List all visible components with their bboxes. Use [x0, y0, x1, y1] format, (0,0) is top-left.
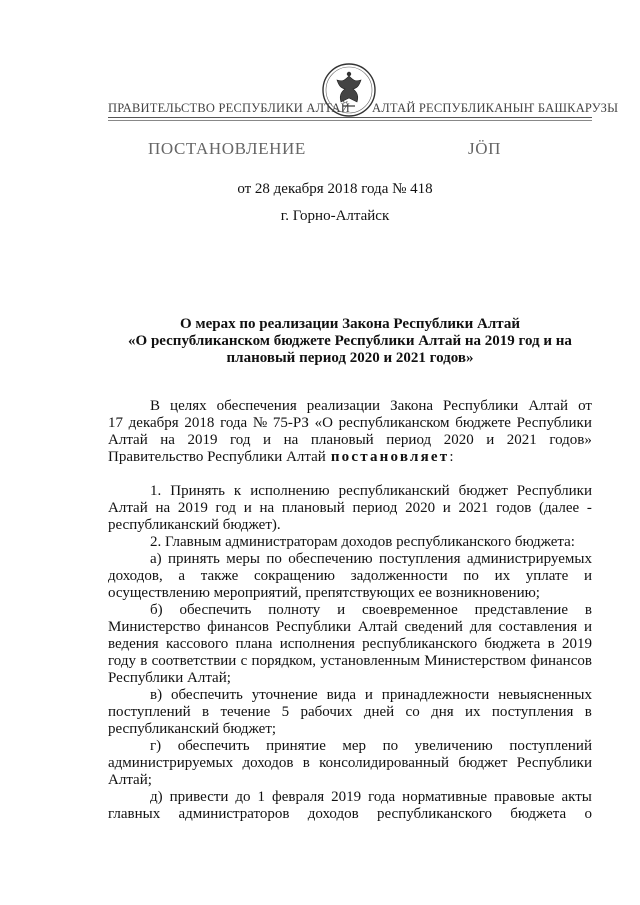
text-line: В целях обеспечения реализации Закона Республики Алтай от [150, 398, 592, 414]
text-line: республиканский бюджет). [108, 517, 281, 533]
document-city: г. Горно-Алтайск [280, 208, 390, 224]
text-line: 2. Главным администраторам доходов республиканского бюджета: [150, 534, 575, 550]
text-line: Алтай; [108, 772, 152, 788]
text-line: 17 декабря 2018 года № 75-РЗ «О республиканском бюджете Республики [108, 415, 592, 431]
main-body [108, 483, 592, 823]
doc-type-alt: ЈÖП [468, 139, 501, 158]
text-line: б) обеспечить полноту и своевременное представление в [150, 602, 592, 618]
text-line: г) обеспечить принятие мер по увеличению поступлений [150, 738, 592, 754]
text-line: осуществлению мероприятий, препятствующих ее возникновению; [108, 585, 540, 601]
text-line: а) принять меры по обеспечению поступления администрируемых [150, 551, 592, 567]
text-line: Республики Алтай; [108, 670, 231, 686]
decree-word: постановляет [330, 449, 450, 465]
header-divider [108, 117, 592, 118]
text-line: Алтай на 2019 год и на плановый период 2020 и 2021 годов» [108, 432, 592, 448]
document-title [108, 316, 592, 367]
text-line: в) обеспечить уточнение вида и принадлежности невыясненных [150, 687, 592, 703]
text-line: Алтай на 2019 год и на плановый период 2020 и 2021 годов (далее - [108, 500, 592, 516]
preamble [108, 398, 592, 466]
document-date-number: от 28 декабря 2018 года № 418 [237, 181, 433, 197]
text-line: республиканский бюджет; [108, 721, 277, 737]
title-line: «О республиканском бюджете Республики Алтай на 2019 год и на [128, 333, 572, 349]
decree-subject: Правительство Республики Алтай [108, 449, 326, 465]
header-divider-thin [108, 120, 592, 121]
government-name-alt: АЛТАЙ РЕСПУБЛИКАНЫҤ БАШКАРУЗЫ [372, 101, 619, 115]
text-line: д) привести до 1 февраля 2019 года нормативные правовые акты [150, 789, 592, 805]
text-line: 1. Принять к исполнению республиканский бюджет Республики [150, 483, 592, 499]
text-line: Министерство финансов Республики Алтай сведений для составления и [108, 619, 592, 635]
text-line: доходов, а также сокращению задолженности по их уплате и [108, 568, 592, 584]
text-line-decree [108, 449, 592, 466]
title-line: плановый период 2020 и 2021 годов» [226, 350, 474, 366]
text-line: администрируемых доходов в консолидированный бюджет Республики [108, 755, 592, 771]
text-line: поступлений в течение 5 рабочих дней со дня их поступления в [108, 704, 592, 720]
text-line: году в соответствии с порядком, установленным Министерством финансов [108, 653, 592, 669]
text-line: главных администраторов доходов республиканского бюджета о [108, 806, 592, 822]
text-line: ведения кассового плана исполнения республиканского бюджета в 2019 [108, 636, 592, 652]
title-line: О мерах по реализации Закона Республики Алтай [180, 316, 520, 332]
government-name-ru: ПРАВИТЕЛЬСТВО РЕСПУБЛИКИ АЛТАЙ [108, 101, 350, 115]
doc-type-ru: ПОСТАНОВЛЕНИЕ [148, 139, 306, 158]
decree-colon: : [449, 449, 454, 465]
